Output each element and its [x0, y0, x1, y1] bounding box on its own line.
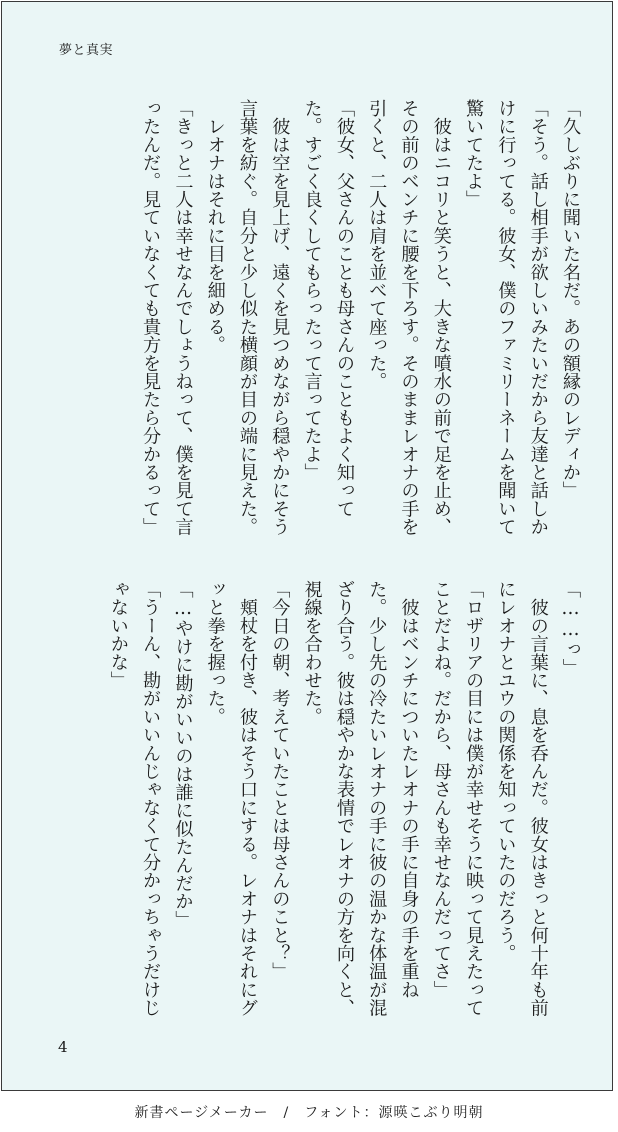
- page-title: 夢と真実: [59, 43, 114, 58]
- paragraph: 頬杖を付き、彼はそう口にする。レオナはそれにグッと拳を握った。: [204, 580, 259, 1017]
- paragraph: 「そう。話し相手が欲しいみたいだから友達と話しかけに行ってる。彼女、僕のファミリーネームを聞いて驚いてたよ」: [463, 99, 549, 536]
- paragraph: レオナはそれに目を細める。: [204, 99, 226, 354]
- footer-credit: 新書ページメーカー / フォント：源暎こぶり明朝: [134, 1105, 484, 1121]
- paragraph: 「彼女、父さんのことも母さんのこともよく知ってた。すごく良くしてもらったって言ってたよ」: [301, 99, 355, 518]
- paragraph: 「…やけに勘がいいのは誰に似たんだか」: [172, 580, 194, 929]
- page-number: 4: [58, 1038, 68, 1056]
- paragraph: 「うーん、勘がいいんじゃなくて分かっちゃうだけじゃないかな」: [107, 580, 162, 1017]
- paragraph: 彼の言葉に、息を呑んだ。彼女はきっと何十年も前にレオナとユウの関係を知っていたのだろう。: [495, 580, 549, 1017]
- text-section-top: [39, 99, 586, 549]
- paragraph: 「今日の朝、考えていたことは母さんのこと？」: [269, 580, 291, 981]
- text-section-bottom: [39, 580, 586, 1030]
- book-page: [1, 1, 613, 1091]
- paragraph: 彼はニコリと笑うと、大きな噴水の前で足を止め、その前のベンチに腰を下ろす。そのままレオナの手を引くと、二人は肩を並べて座った。: [366, 99, 452, 536]
- paragraph: 「久しぶりに聞いた名だ。あの額縁のレディか」: [560, 99, 581, 500]
- paragraph: 「……っ」: [560, 580, 581, 677]
- paragraph: 彼はベンチについたレオナの手に自身の手を重ねた。少し先の冷たいレオナの手に彼の温かな体温が混ざり合う。彼は穏やかな表情でレオナの方を向くと、視線を合わせた。: [301, 580, 420, 1017]
- paragraph: 彼は空を見上げ、遠くを見つめながら穏やかにそう言葉を紡ぐ。自分と少し似た横顔が目の端に見えた。: [237, 99, 291, 536]
- paragraph: 「ロザリアの目には僕が幸せそうに映って見えたってことだよね。だから、母さんも幸せなんだってさ」: [430, 580, 485, 1017]
- paragraph: 「きっと二人は幸せなんでしょうねって、僕を見て言ったんだ。見ていなくても貴方を見たら分かるって」: [140, 99, 194, 536]
